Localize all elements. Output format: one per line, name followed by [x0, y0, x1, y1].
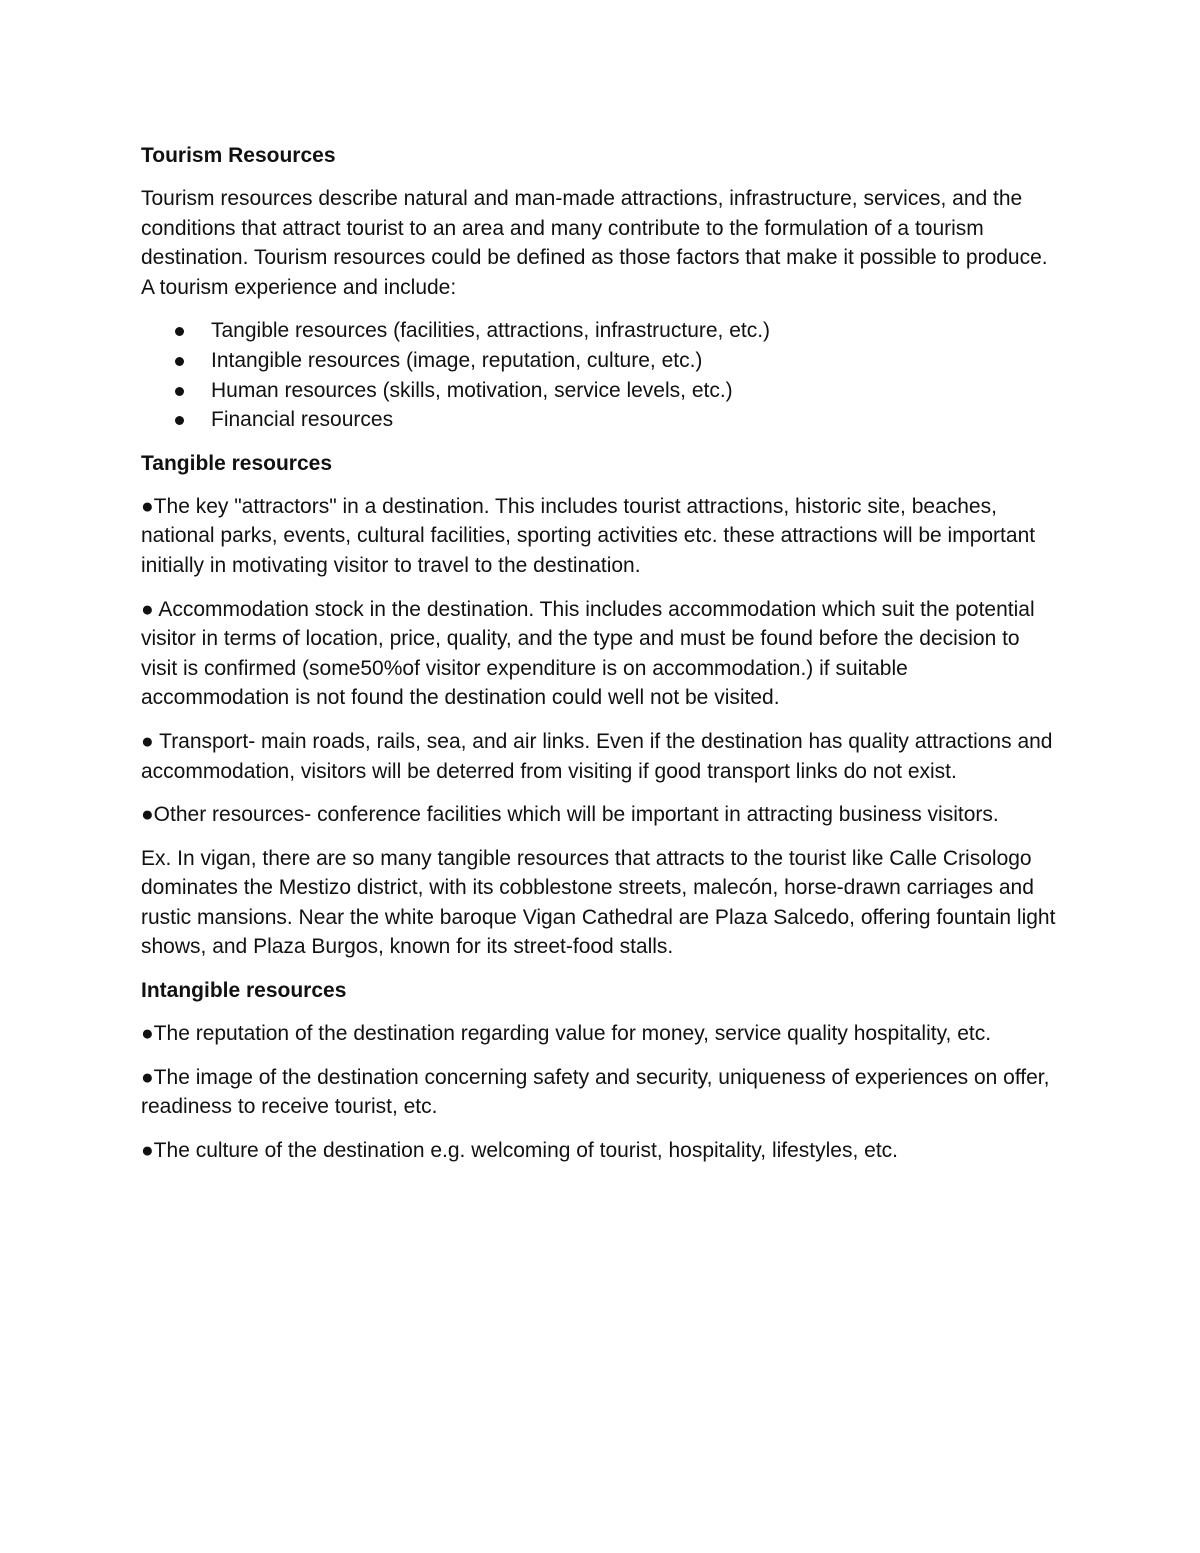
bullet-icon	[175, 357, 184, 366]
paragraph: ● Accommodation stock in the destination. This includes accommodation which suit the potential visitor in terms of location, price, quality, and the type and must be found before the decision to visit is confirmed (some50%of visitor expenditure is on accommodation.) if suitable accommodation is not found the destination could well not be visited.	[141, 597, 1035, 710]
paragraph: ●Other resources- conference facilities which will be important in attracting business visitors.	[141, 803, 999, 827]
list-item-text: Human resources (skills, motivation, service levels, etc.)	[211, 378, 733, 402]
paragraph: ●The reputation of the destination regarding value for money, service quality hospitality, etc.	[141, 1022, 992, 1046]
section-tangible-resources	[141, 449, 1061, 962]
paragraph: ●The culture of the destination e.g. welcoming of tourist, hospitality, lifestyles, etc.	[141, 1138, 898, 1162]
section-heading: Tangible resources	[141, 451, 333, 475]
section-tourism-resources	[141, 141, 1061, 435]
section-intangible-resources	[141, 976, 1061, 1165]
bullet-icon	[175, 387, 184, 396]
list-item	[141, 376, 1061, 406]
section-heading: Intangible resources	[141, 979, 347, 1003]
paragraph: ●The image of the destination concerning safety and security, uniqueness of experiences on offer, readiness to receive tourist, etc.	[141, 1065, 1050, 1119]
list-item-text: Financial resources	[211, 408, 394, 432]
section-heading: Tourism Resources	[141, 144, 336, 167]
bullet-icon	[175, 416, 184, 425]
list-item	[141, 316, 1061, 346]
list-item	[141, 405, 1061, 435]
example-paragraph: Ex. In vigan, there are so many tangible resources that attracts to the tourist like Calle Crisologo dominates the Mestizo district, with its cobblestone streets, malecón, horse-drawn carriages and rustic mansions. Near the white baroque Vigan Cathedral are Plaza Salcedo, offering fountain light shows, and Plaza Burgos, known for its street-food stalls.	[141, 846, 1056, 959]
document-page	[141, 141, 1061, 1179]
list-item	[141, 346, 1061, 376]
paragraph: ●The key "attractors" in a destination. This includes tourist attractions, historic site, beaches, national parks, events, cultural facilities, sporting activities etc. these attractions will be important initially in motivating visitor to travel to the destination.	[141, 494, 1036, 577]
list-item-text: Intangible resources (image, reputation, culture, etc.)	[211, 348, 703, 372]
bullet-icon	[175, 327, 184, 336]
intro-paragraph: Tourism resources describe natural and man-made attractions, infrastructure, services, and the conditions that attract tourist to an area and many contribute to the formulation of a tourism destination. Tourism resources could be defined as those factors that make it possible to produce. A tourism experience and include:	[141, 187, 1048, 299]
paragraph: ● Transport- main roads, rails, sea, and air links. Even if the destination has quality attractions and accommodation, visitors will be deterred from visiting if good transport links do not exist.	[141, 729, 1053, 783]
list-item-text: Tangible resources (facilities, attractions, infrastructure, etc.)	[211, 319, 771, 343]
resource-type-list	[141, 316, 1061, 434]
